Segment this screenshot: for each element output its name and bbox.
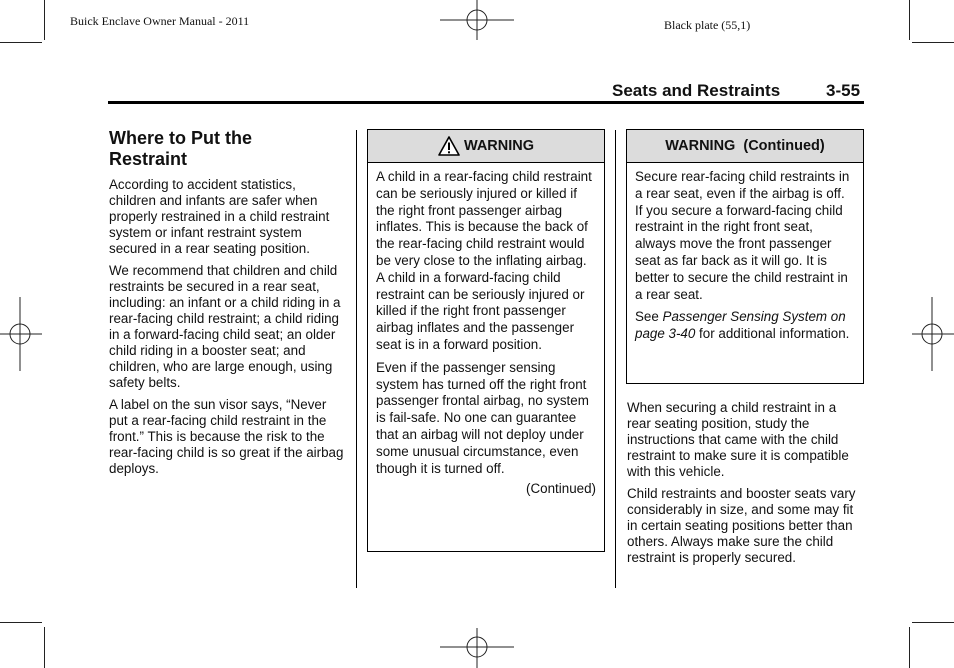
continued-label: (Continued): [526, 481, 596, 497]
registration-mark-bottom-icon: [440, 626, 514, 668]
header-rule: [108, 101, 864, 104]
warning-triangle-icon: [438, 136, 460, 156]
crop-mark: [912, 622, 954, 623]
page-number: 3-55: [826, 81, 861, 100]
warning-box-continued: [626, 129, 864, 384]
paragraph: Child restraints and booster seats vary considerably in size, and some may fit in certain seating positions better than others. Always make sure the child restraint is properly secured.: [627, 486, 856, 565]
crop-mark: [0, 622, 42, 623]
column-1: [109, 128, 345, 483]
paragraph: According to accident statistics, children and infants are safer when properly restrained in a child restraint system or infant restraint system secured in a rear seating position.: [109, 177, 330, 256]
column-divider: [615, 130, 616, 588]
warning-paragraph: A child in a rear-facing child restraint can be seriously injured or killed if the right front passenger airbag inflates. This is because the back of the rear-facing child restraint would be very close to the inflating airbag. A child in a forward-facing child restraint can be seriously injured or killed if the right front passenger airbag inflates and the passenger seat is in a forward position.: [376, 169, 592, 352]
registration-mark-top-icon: [440, 0, 514, 42]
crop-mark: [44, 627, 45, 668]
warning-heading: WARNING: [368, 130, 604, 163]
paragraph: We recommend that children and child restraints be secured in a rear seat, including: an infant or a child riding in a rear-facing child restraint; a child riding in a forward-facing child seat; an older child riding in a booster seat; and children, who are large enough, using safety belts.: [109, 263, 341, 390]
crop-mark: [44, 0, 45, 40]
crop-mark: [909, 0, 910, 40]
crop-mark: [0, 42, 42, 43]
plate-label: Black plate (55,1): [664, 18, 751, 32]
registration-mark-left-icon: [0, 297, 42, 371]
manual-title: Buick Enclave Owner Manual - 2011: [70, 14, 250, 28]
column-3: [627, 400, 863, 572]
paragraph: When securing a child restraint in a rear seating position, study the instructions that came with the child restraint to make sure it is compatible with this vehicle.: [627, 400, 849, 479]
section-title: Where to Put the Restraint: [109, 128, 252, 169]
cross-reference-link[interactable]: Passenger Sensing System on page 3-40: [635, 309, 846, 342]
column-divider: [356, 130, 357, 588]
registration-mark-right-icon: [912, 297, 954, 371]
warning-paragraph: Even if the passenger sensing system has turned off the right front passenger frontal airbag, no system is fail-safe. No one can guarantee that an airbag will not deploy under some unusual circumstance, even though it is turned off.: [376, 359, 589, 476]
warning-box: [367, 129, 605, 552]
warning-paragraph: Secure rear-facing child restraints in a rear seat, even if the airbag is off. If you secure a forward-facing child restraint in the right front seat, always move the front passenger seat as far back as it will go. It is better to secure the child restraint in a rear seat.: [635, 169, 850, 302]
paragraph: A label on the sun visor says, “Never put a rear-facing child restraint in the front.” This is because the risk to the rear-facing child is so great if the airbag deploys.: [109, 397, 344, 476]
warning-heading: WARNING (Continued): [627, 130, 863, 163]
crop-mark: [909, 627, 910, 668]
crop-mark: [912, 42, 954, 43]
warning-paragraph: See Passenger Sensing System on page 3-40 for additional information.: [635, 309, 850, 342]
section-header: Seats and Restraints: [612, 81, 781, 100]
